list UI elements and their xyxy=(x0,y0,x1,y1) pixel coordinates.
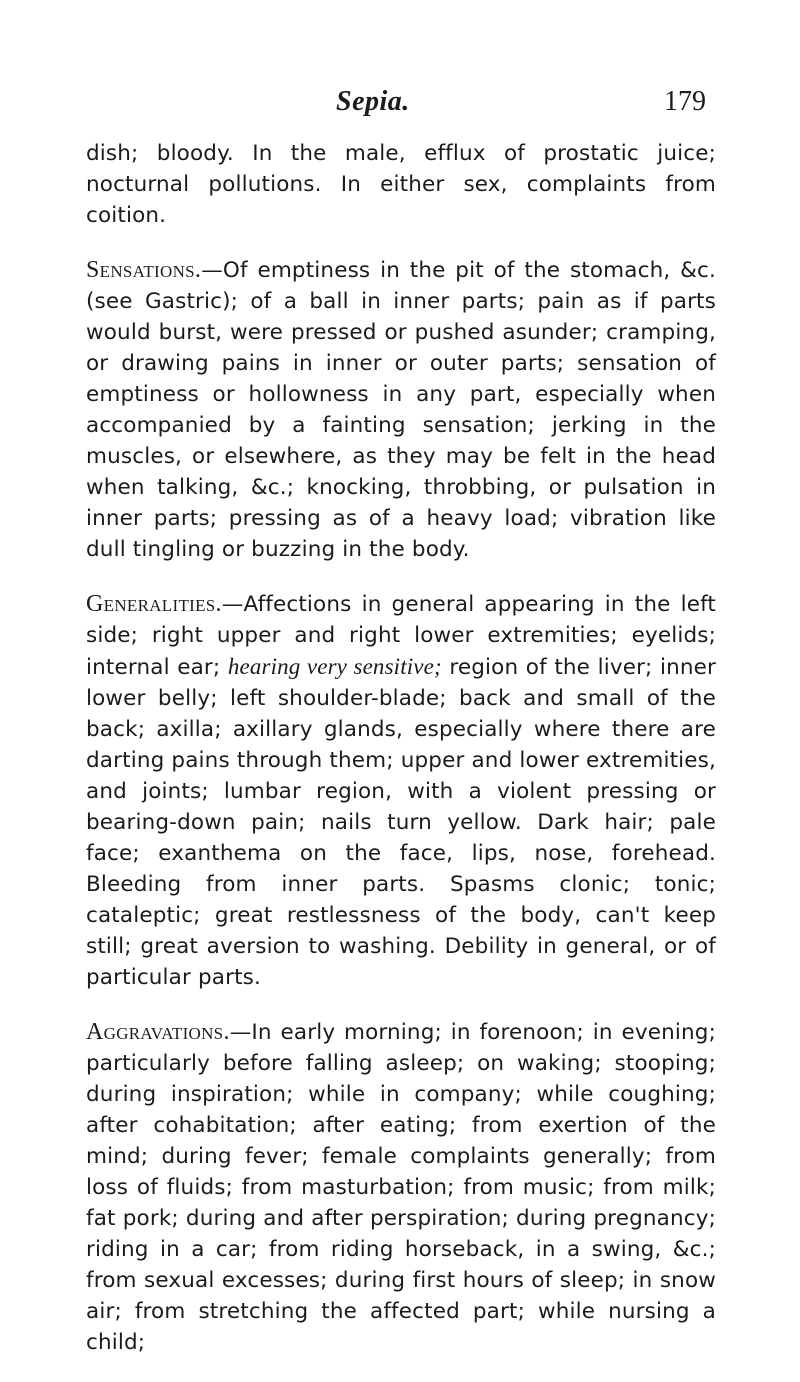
paragraph-aggravations xyxy=(86,1017,716,1358)
aggravations-heading: Aggravations. xyxy=(86,1019,230,1045)
paragraph-continuation xyxy=(86,138,716,231)
generalities-heading: Generalities. xyxy=(86,591,222,617)
generalities-text-a: —Affections in general appearing in the left side; right upper and right lower extremities; eyelids; internal ear; xyxy=(86,592,716,680)
paragraph-generalities xyxy=(86,589,716,993)
body-text xyxy=(86,138,716,1382)
running-head: Sepia. xyxy=(336,86,410,117)
page-header xyxy=(86,86,706,126)
generalities-text-b: region of the liver; inner lower belly; left shoulder-blade; back and small of the back; axilla; axillary glands, especially where there are darting pains through them; upper and lower extremities, and joints; lumbar region, with a violent pressing or bearing-down pain; nails turn yellow. Dark hair; pale face; exanthema on the face, lips, nose, forehead. Bleeding from inner parts. Spasms clonic; tonic; cataleptic; great restlessness of the body, can't keep still; great aversion to washing. Debility in general, or of particular parts. xyxy=(86,655,717,990)
aggravations-text: —In early morning; in forenoon; in evening; particularly before falling asleep; on waking; stooping; during inspiration; while in company; while coughing; after cohabitation; after eating; from exertion of the mind; during fever; female complaints generally; from loss of fluids; from masturbation; from music; from milk; fat pork; during and after perspiration; during pregnancy; riding in a car; from riding horseback, in a swing, &c.; from sexual excesses; during first hours of sleep; in snow air; from stretching the affected part; while nursing a child; xyxy=(86,1020,716,1355)
page-number: 179 xyxy=(664,86,706,117)
paragraph-sensations xyxy=(86,255,716,565)
sensations-heading: Sensations. xyxy=(86,257,202,283)
paragraph-continuation-text: dish; bloody. In the male, efflux of prostatic juice; nocturnal pollutions. In either sex, complaints from coition. xyxy=(86,141,716,228)
sensations-text: —Of emptiness in the pit of the stomach, &c. (see Gastric); of a ball in inner parts; pain as if parts would burst, were pressed or pushed asunder; cramping, or drawing pains in inner or outer parts; sensation of emptiness or hollowness in any part, especially when accompanied by a fainting sensation; jerking in the muscles, or elsewhere, as they may be felt in the head when talking, &c.; knocking, throbbing, or pulsation in inner parts; pressing as of a heavy load; vibration like dull tingling or buzzing in the body. xyxy=(86,258,716,562)
generalities-italic-text: hearing very sensitive; xyxy=(227,654,442,679)
